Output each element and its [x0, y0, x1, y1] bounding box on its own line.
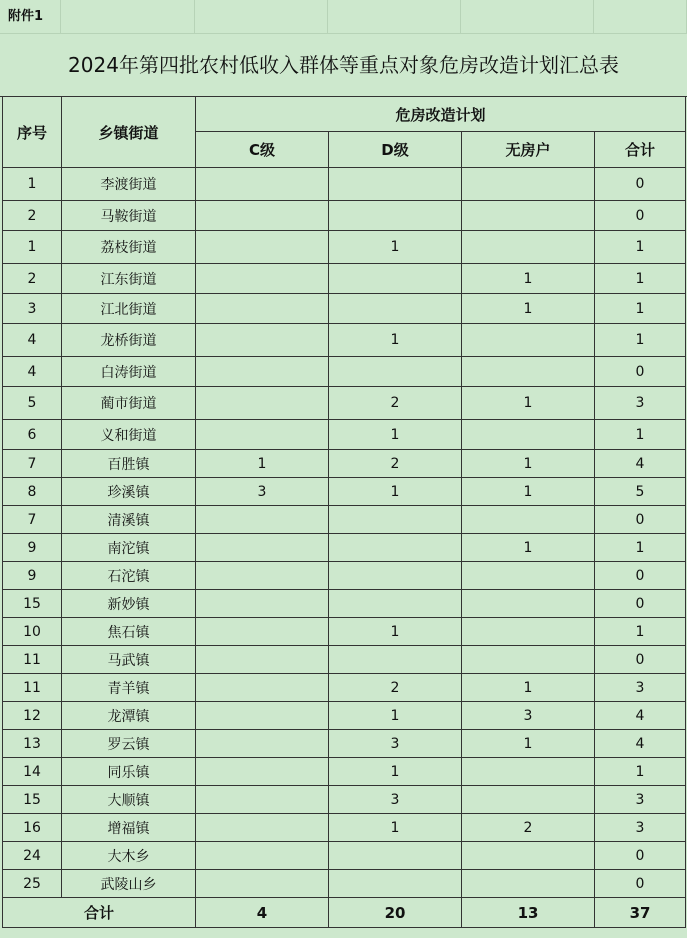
cell-index[interactable]: 7 [3, 506, 62, 534]
table-row [3, 674, 686, 702]
cell-town[interactable]: 马鞍街道 [62, 201, 196, 231]
total-no-house[interactable]: 13 [462, 898, 595, 928]
table-row [3, 324, 686, 357]
cell-no-house[interactable] [462, 870, 595, 898]
cell-town[interactable]: 李渡街道 [62, 168, 196, 201]
cell-index[interactable]: 1 [3, 168, 62, 201]
cell-subtotal[interactable]: 1 [595, 324, 686, 357]
cell-no-house[interactable] [462, 562, 595, 590]
cell-town[interactable]: 增福镇 [62, 814, 196, 842]
cell-index[interactable]: 15 [3, 786, 62, 814]
cell-town[interactable]: 罗云镇 [62, 730, 196, 758]
cell-town[interactable]: 龙潭镇 [62, 702, 196, 730]
cell-subtotal[interactable]: 1 [595, 294, 686, 324]
cell-town[interactable]: 荔枝街道 [62, 231, 196, 264]
table-row [3, 618, 686, 646]
table-row [3, 590, 686, 618]
cell-c-level[interactable] [196, 870, 329, 898]
table-row [3, 534, 686, 562]
cell-subtotal[interactable]: 4 [595, 730, 686, 758]
cell-index[interactable]: 6 [3, 420, 62, 450]
cell-index[interactable]: 13 [3, 730, 62, 758]
cell-subtotal[interactable]: 3 [595, 387, 686, 420]
total-c[interactable]: 4 [196, 898, 329, 928]
table-row [3, 870, 686, 898]
cell-no-house[interactable] [462, 842, 595, 870]
cell-subtotal[interactable]: 0 [595, 562, 686, 590]
cell-no-house[interactable] [462, 590, 595, 618]
cell-no-house[interactable]: 1 [462, 264, 595, 294]
table-row [3, 420, 686, 450]
cell-d-level[interactable] [329, 562, 462, 590]
table-row [3, 294, 686, 324]
cell-c-level[interactable] [196, 420, 329, 450]
cell-d-level[interactable]: 3 [329, 730, 462, 758]
cell-no-house[interactable]: 1 [462, 674, 595, 702]
cell-d-level[interactable] [329, 264, 462, 294]
cell-c-level[interactable] [196, 387, 329, 420]
cell-d-level[interactable]: 1 [329, 324, 462, 357]
cell-no-house[interactable] [462, 201, 595, 231]
cell-subtotal[interactable]: 3 [595, 674, 686, 702]
table-row [3, 758, 686, 786]
cell-d-level[interactable]: 1 [329, 420, 462, 450]
cell-c-level[interactable] [196, 264, 329, 294]
cell-index[interactable]: 3 [3, 294, 62, 324]
table-row [3, 231, 686, 264]
cell-d-level[interactable]: 3 [329, 786, 462, 814]
table-row [3, 842, 686, 870]
cell-d-level[interactable] [329, 842, 462, 870]
cell-town[interactable]: 南沱镇 [62, 534, 196, 562]
cell-subtotal[interactable]: 0 [595, 870, 686, 898]
table-row [3, 702, 686, 730]
cell-town[interactable]: 马武镇 [62, 646, 196, 674]
attachment-label[interactable]: 附件1 [0, 0, 61, 34]
empty-cell[interactable] [195, 0, 328, 34]
cell-d-level[interactable] [329, 870, 462, 898]
cell-c-level[interactable]: 3 [196, 478, 329, 506]
table-row [3, 562, 686, 590]
cell-town[interactable]: 大顺镇 [62, 786, 196, 814]
table-row [3, 478, 686, 506]
cell-subtotal[interactable]: 0 [595, 168, 686, 201]
empty-cell[interactable] [594, 0, 687, 34]
cell-no-house[interactable] [462, 231, 595, 264]
cell-d-level[interactable] [329, 646, 462, 674]
cell-no-house[interactable] [462, 420, 595, 450]
cell-subtotal[interactable]: 3 [595, 786, 686, 814]
cell-no-house[interactable] [462, 506, 595, 534]
cell-no-house[interactable] [462, 618, 595, 646]
cell-town[interactable]: 江东街道 [62, 264, 196, 294]
header-subtotal: 合计 [595, 132, 686, 168]
cell-no-house[interactable]: 1 [462, 294, 595, 324]
header-c-level: C级 [196, 132, 329, 168]
cell-no-house[interactable] [462, 786, 595, 814]
header-town: 乡镇街道 [62, 97, 196, 168]
cell-subtotal[interactable]: 1 [595, 420, 686, 450]
table-row [3, 646, 686, 674]
cell-town[interactable]: 白涛街道 [62, 357, 196, 387]
cell-d-level[interactable] [329, 534, 462, 562]
cell-index[interactable]: 4 [3, 324, 62, 357]
cell-index[interactable]: 15 [3, 590, 62, 618]
cell-no-house[interactable]: 1 [462, 534, 595, 562]
cell-index[interactable]: 9 [3, 534, 62, 562]
cell-index[interactable]: 4 [3, 357, 62, 387]
cell-d-level[interactable]: 2 [329, 674, 462, 702]
table-row [3, 357, 686, 387]
cell-subtotal[interactable]: 0 [595, 357, 686, 387]
total-sum[interactable]: 37 [595, 898, 686, 928]
cell-no-house[interactable]: 1 [462, 450, 595, 478]
cell-subtotal[interactable]: 1 [595, 264, 686, 294]
cell-index[interactable]: 11 [3, 674, 62, 702]
cell-c-level[interactable] [196, 842, 329, 870]
table-row [3, 506, 686, 534]
cell-town[interactable]: 清溪镇 [62, 506, 196, 534]
cell-town[interactable]: 大木乡 [62, 842, 196, 870]
header-plan: 危房改造计划 [196, 97, 686, 132]
cell-town[interactable]: 百胜镇 [62, 450, 196, 478]
cell-d-level[interactable] [329, 294, 462, 324]
cell-d-level[interactable]: 2 [329, 450, 462, 478]
cell-c-level[interactable] [196, 730, 329, 758]
cell-town[interactable]: 青羊镇 [62, 674, 196, 702]
empty-cell[interactable] [328, 0, 461, 34]
cell-index[interactable]: 8 [3, 478, 62, 506]
cell-town[interactable]: 同乐镇 [62, 758, 196, 786]
cell-d-level[interactable]: 1 [329, 814, 462, 842]
cell-index[interactable]: 25 [3, 870, 62, 898]
cell-subtotal[interactable]: 1 [595, 231, 686, 264]
cell-subtotal[interactable]: 0 [595, 201, 686, 231]
cell-index[interactable]: 11 [3, 646, 62, 674]
table-row [3, 786, 686, 814]
cell-c-level[interactable] [196, 201, 329, 231]
table-row [3, 814, 686, 842]
cell-d-level[interactable]: 2 [329, 387, 462, 420]
cell-c-level[interactable] [196, 674, 329, 702]
table-row [3, 201, 686, 231]
cell-town[interactable]: 石沱镇 [62, 562, 196, 590]
cell-town[interactable]: 武陵山乡 [62, 870, 196, 898]
cell-index[interactable]: 12 [3, 702, 62, 730]
cell-index[interactable]: 14 [3, 758, 62, 786]
cell-index[interactable]: 2 [3, 201, 62, 231]
header-index: 序号 [3, 97, 62, 168]
cell-c-level[interactable] [196, 814, 329, 842]
table-row [3, 450, 686, 478]
cell-d-level[interactable] [329, 357, 462, 387]
cell-subtotal[interactable]: 1 [595, 618, 686, 646]
cell-d-level[interactable] [329, 168, 462, 201]
cell-c-level[interactable] [196, 590, 329, 618]
cell-c-level[interactable] [196, 618, 329, 646]
cell-d-level[interactable] [329, 201, 462, 231]
cell-no-house[interactable]: 3 [462, 702, 595, 730]
cell-no-house[interactable] [462, 646, 595, 674]
cell-c-level[interactable] [196, 324, 329, 357]
cell-town[interactable]: 新妙镇 [62, 590, 196, 618]
cell-no-house[interactable] [462, 168, 595, 201]
cell-subtotal[interactable]: 0 [595, 646, 686, 674]
cell-subtotal[interactable]: 3 [595, 814, 686, 842]
table-row [3, 730, 686, 758]
table-row [3, 264, 686, 294]
cell-town[interactable]: 龙桥街道 [62, 324, 196, 357]
cell-c-level[interactable] [196, 534, 329, 562]
summary-table [2, 96, 686, 928]
cell-c-level[interactable]: 1 [196, 450, 329, 478]
cell-subtotal[interactable]: 1 [595, 534, 686, 562]
cell-no-house[interactable]: 1 [462, 730, 595, 758]
cell-c-level[interactable] [196, 786, 329, 814]
cell-subtotal[interactable]: 5 [595, 478, 686, 506]
cell-index[interactable]: 24 [3, 842, 62, 870]
cell-c-level[interactable] [196, 231, 329, 264]
top-cell-row [0, 0, 687, 34]
cell-c-level[interactable] [196, 506, 329, 534]
cell-no-house[interactable]: 2 [462, 814, 595, 842]
cell-no-house[interactable] [462, 324, 595, 357]
cell-d-level[interactable] [329, 590, 462, 618]
cell-no-house[interactable] [462, 357, 595, 387]
cell-d-level[interactable]: 1 [329, 231, 462, 264]
total-d[interactable]: 20 [329, 898, 462, 928]
table-row [3, 168, 686, 201]
cell-town[interactable]: 蔺市街道 [62, 387, 196, 420]
cell-index[interactable]: 16 [3, 814, 62, 842]
cell-c-level[interactable] [196, 646, 329, 674]
cell-c-level[interactable] [196, 294, 329, 324]
cell-town[interactable]: 焦石镇 [62, 618, 196, 646]
cell-d-level[interactable] [329, 506, 462, 534]
cell-subtotal[interactable]: 0 [595, 590, 686, 618]
total-label[interactable]: 合计 [3, 898, 196, 928]
table-row [3, 387, 686, 420]
empty-cell[interactable] [61, 0, 195, 34]
cell-index[interactable]: 2 [3, 264, 62, 294]
header-no-house: 无房户 [462, 132, 595, 168]
cell-c-level[interactable] [196, 168, 329, 201]
cell-subtotal[interactable]: 1 [595, 758, 686, 786]
cell-index[interactable]: 1 [3, 231, 62, 264]
cell-no-house[interactable]: 1 [462, 387, 595, 420]
cell-subtotal[interactable]: 4 [595, 702, 686, 730]
cell-index[interactable]: 5 [3, 387, 62, 420]
cell-c-level[interactable] [196, 357, 329, 387]
total-row [3, 898, 686, 928]
cell-no-house[interactable] [462, 758, 595, 786]
empty-cell[interactable] [461, 0, 594, 34]
cell-subtotal[interactable]: 0 [595, 506, 686, 534]
cell-d-level[interactable]: 1 [329, 702, 462, 730]
cell-town[interactable]: 义和街道 [62, 420, 196, 450]
cell-town[interactable]: 江北街道 [62, 294, 196, 324]
cell-index[interactable]: 7 [3, 450, 62, 478]
cell-index[interactable]: 9 [3, 562, 62, 590]
cell-index[interactable]: 10 [3, 618, 62, 646]
cell-c-level[interactable] [196, 702, 329, 730]
table-title: 2024年第四批农村低收入群体等重点对象危房改造计划汇总表 [0, 34, 687, 97]
cell-c-level[interactable] [196, 562, 329, 590]
cell-town[interactable]: 珍溪镇 [62, 478, 196, 506]
header-d-level: D级 [329, 132, 462, 168]
cell-no-house[interactable]: 1 [462, 478, 595, 506]
cell-d-level[interactable]: 1 [329, 618, 462, 646]
cell-d-level[interactable]: 1 [329, 478, 462, 506]
cell-subtotal[interactable]: 4 [595, 450, 686, 478]
cell-c-level[interactable] [196, 758, 329, 786]
cell-subtotal[interactable]: 0 [595, 842, 686, 870]
table-body [3, 168, 686, 898]
cell-d-level[interactable]: 1 [329, 758, 462, 786]
